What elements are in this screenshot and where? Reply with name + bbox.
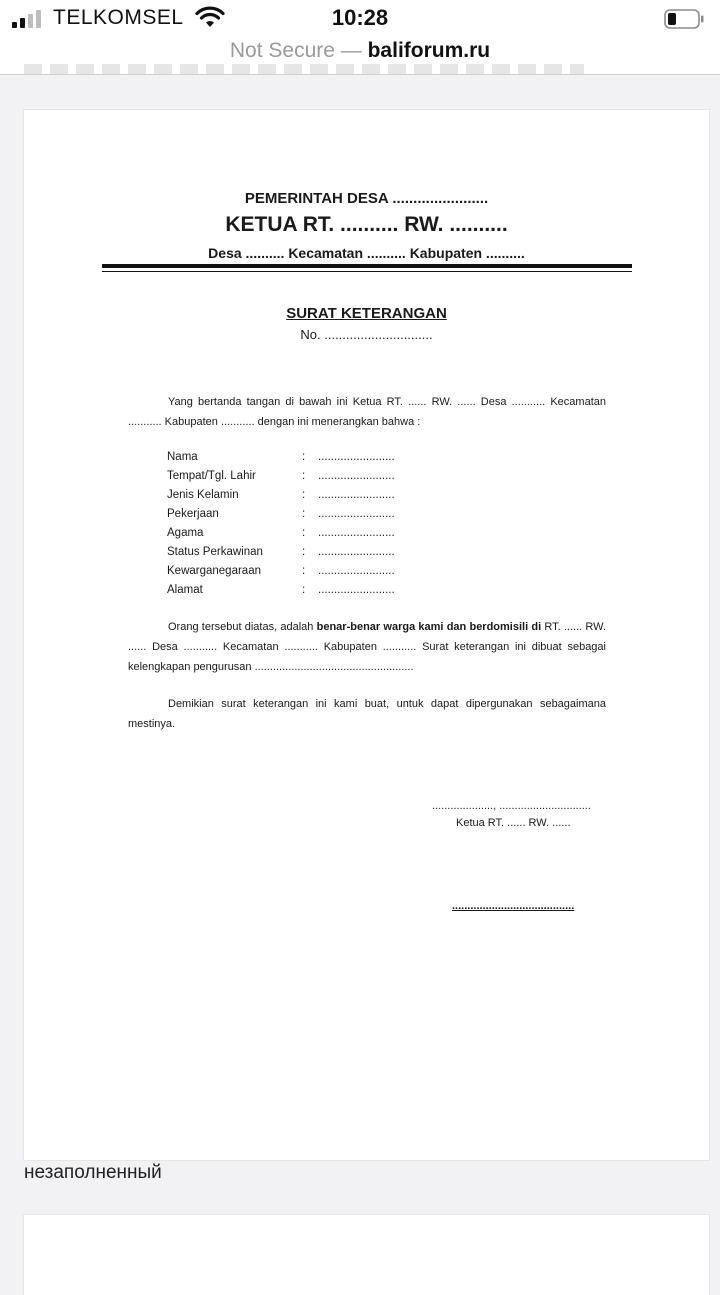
signature-name: ........................................ bbox=[452, 900, 575, 912]
field-colon: : bbox=[302, 470, 306, 482]
field-row bbox=[167, 581, 427, 600]
status-bar bbox=[0, 0, 720, 36]
identity-fields bbox=[167, 448, 427, 600]
field-colon: : bbox=[302, 451, 306, 463]
field-value: ........................ bbox=[318, 527, 395, 539]
field-label: Alamat bbox=[167, 584, 203, 596]
field-value: ........................ bbox=[318, 489, 395, 501]
field-value: ........................ bbox=[318, 565, 395, 577]
field-value: ........................ bbox=[318, 470, 395, 482]
field-value: ........................ bbox=[318, 546, 395, 558]
field-label: Tempat/Tgl. Lahir bbox=[167, 470, 256, 482]
field-colon: : bbox=[302, 489, 306, 501]
field-row bbox=[167, 467, 427, 486]
field-label: Jenis Kelamin bbox=[167, 489, 239, 501]
scrolled-text-remnant bbox=[24, 64, 584, 74]
post-caption: незаполненный bbox=[24, 1162, 162, 1183]
field-colon: : bbox=[302, 527, 306, 539]
field-row bbox=[167, 562, 427, 581]
intro-text: Yang bertanda tangan di bawah ini Ketua RT. ...... RW. ...... Desa ........... Kecamatan ........... Kabupaten ........... dengan ini menerangkan bahwa : bbox=[128, 396, 606, 428]
url-domain: baliforum.ru bbox=[367, 39, 491, 62]
signature-place-date: ...................., .............................. bbox=[432, 800, 591, 812]
field-label: Agama bbox=[167, 527, 204, 539]
closing-paragraph bbox=[128, 694, 606, 734]
letterhead-government: PEMERINTAH DESA ....................... bbox=[244, 190, 489, 207]
intro-paragraph bbox=[128, 392, 606, 432]
field-row bbox=[167, 543, 427, 562]
field-row bbox=[167, 505, 427, 524]
statement-text-bold: benar-benar warga kami dan berdomisili di bbox=[316, 621, 542, 633]
signature-role: Ketua RT. ...... RW. ...... bbox=[456, 817, 571, 829]
field-label: Nama bbox=[167, 451, 198, 463]
field-label: Pekerjaan bbox=[167, 508, 219, 520]
field-label: Status Perkawinan bbox=[167, 546, 263, 558]
closing-text: Demikian surat keterangan ini kami buat, untuk dapat dipergunakan sebagaimana mestinya. bbox=[128, 698, 606, 730]
letterhead-rt-rw: KETUA RT. .......... RW. .......... bbox=[225, 213, 508, 236]
address-bar-divider bbox=[0, 74, 720, 75]
letterhead-rule-thin bbox=[102, 271, 632, 272]
statement-paragraph bbox=[128, 617, 606, 677]
field-label: Kewarganegaraan bbox=[167, 565, 261, 577]
field-colon: : bbox=[302, 565, 306, 577]
field-row bbox=[167, 524, 427, 543]
security-indicator: Not Secure — bbox=[229, 39, 362, 62]
statement-text-rest: RT. ...... RW. ...... Desa ........... Kecamatan ........... Kabupaten ........... Surat keterangan ini dibuat sebagai kelengkapan pengurusan .................................................... bbox=[128, 621, 606, 673]
battery-icon bbox=[664, 9, 704, 29]
letterhead-rule-thick bbox=[102, 264, 632, 268]
field-value: ........................ bbox=[318, 584, 395, 596]
field-value: ........................ bbox=[318, 508, 395, 520]
letter-document-image[interactable] bbox=[24, 110, 709, 1160]
field-colon: : bbox=[302, 584, 306, 596]
statement-text-start: Orang tersebut diatas, adalah bbox=[168, 621, 317, 633]
field-colon: : bbox=[302, 508, 306, 520]
letter-title: SURAT KETERANGAN bbox=[286, 305, 447, 322]
field-colon: : bbox=[302, 546, 306, 558]
clock: 10:28 bbox=[331, 5, 389, 30]
letter-number: No. .............................. bbox=[300, 327, 433, 342]
field-row bbox=[167, 448, 427, 467]
next-document-image[interactable] bbox=[24, 1215, 709, 1295]
field-row bbox=[167, 486, 427, 505]
letterhead-address: Desa .......... Kecamatan .......... Kabupaten .......... bbox=[208, 245, 525, 261]
carrier-name: TELKOMSEL bbox=[53, 6, 184, 29]
field-value: ........................ bbox=[318, 451, 395, 463]
